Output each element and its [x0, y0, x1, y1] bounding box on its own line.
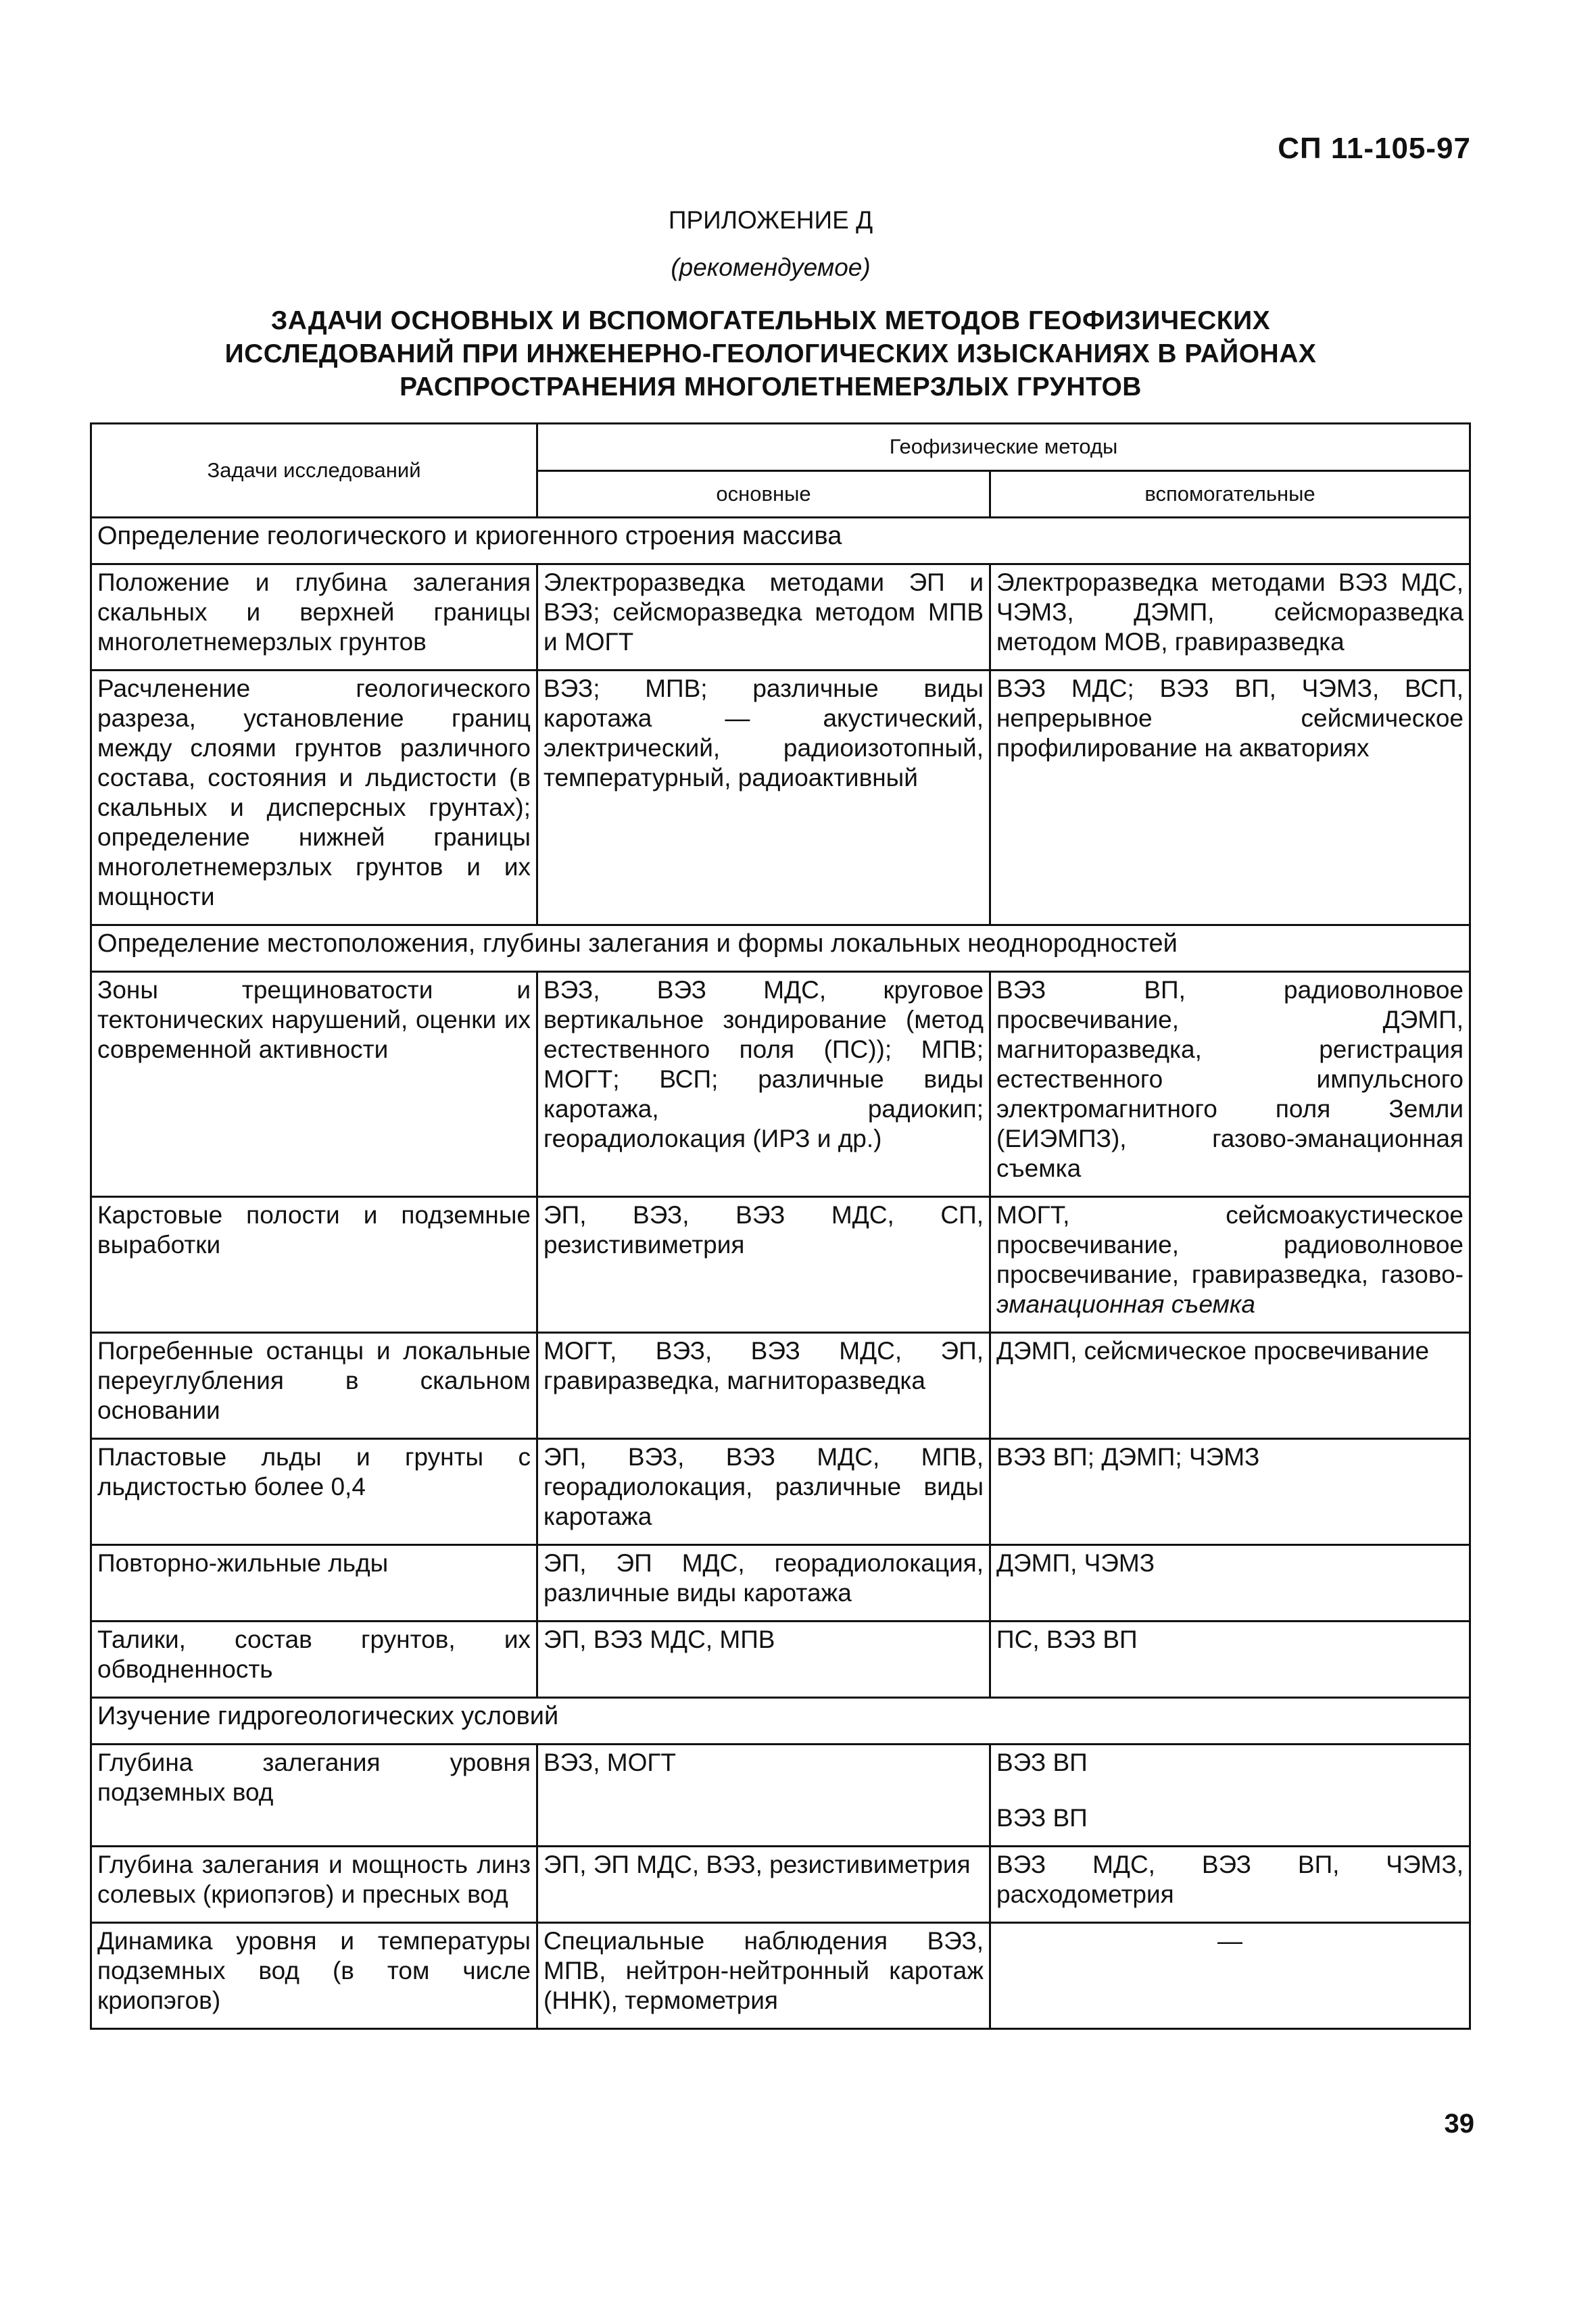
- main-methods-cell: ВЭЗ, ВЭЗ МДС, круговое вертикальное зондирование (метод естественного поля (ПС)); МПВ; МОГТ; ВСП; различные виды каротажа, радиокип; георадиолокация (ИРЗ и др.): [537, 972, 990, 1197]
- table-row: [91, 1847, 1470, 1923]
- main-methods-cell: ВЭЗ, МОГТ: [537, 1745, 990, 1847]
- section-title: Определение геологического и криогенного строения массива: [91, 518, 1470, 564]
- doc-code: СП 11-105-97: [1278, 132, 1471, 165]
- task-cell: Погребенные останцы и локальные переуглубления в скальном основании: [91, 1333, 537, 1439]
- section-header: [91, 1698, 1470, 1745]
- main-methods-cell: ЭП, ВЭЗ МДС, МПВ: [537, 1622, 990, 1698]
- table-row: [91, 1545, 1470, 1622]
- section-title: Определение местоположения, глубины залегания и формы локальных неоднородностей: [91, 925, 1470, 972]
- aux-methods-cell: [990, 1745, 1470, 1847]
- main-methods-cell: ВЭЗ; МПВ; различные виды каротажа — акустический, электрический, радиоизотопный, температурный, радиоактивный: [537, 671, 990, 925]
- task-cell: Глубина залегания и мощность линз солевых (криопэгов) и пресных вод: [91, 1847, 537, 1923]
- task-cell: Зоны трещиноватости и тектонических нарушений, оценки их современной активности: [91, 972, 537, 1197]
- aux-methods-cell: ДЭМП, сейсмическое просвечивание: [990, 1333, 1470, 1439]
- task-cell: Талики, состав грунтов, их обводненность: [91, 1622, 537, 1698]
- table-row: [91, 972, 1470, 1197]
- table-row: [91, 1333, 1470, 1439]
- task-cell: Пластовые льды и грунты с льдистостью более 0,4: [91, 1439, 537, 1545]
- header-main: основные: [537, 470, 990, 518]
- aux-methods-cell: ВЭЗ ВП, радиоволновое просвечивание, ДЭМП, магниторазведка, регистрация естественного импульсного электромагнитного поля Земли (ЕИЭМПЗ), газово-эманационная съемка: [990, 972, 1470, 1197]
- methods-table: [90, 422, 1471, 2030]
- main-methods-cell: Электроразведка методами ЭП и ВЭЗ; сейсморазведка методом МПВ и МОГТ: [537, 564, 990, 671]
- main-methods-cell: ЭП, ВЭЗ, ВЭЗ МДС, СП, резистивиметрия: [537, 1197, 990, 1333]
- aux-methods-italic-text: эманационная съемка: [996, 1290, 1255, 1318]
- aux-methods-text: МОГТ, сейсмоакустическое просвечивание, радиоволновое просвечивание, гравиразведка, газово-: [996, 1201, 1464, 1288]
- main-methods-cell: МОГТ, ВЭЗ, ВЭЗ МДС, ЭП, гравиразведка, магниторазведка: [537, 1333, 990, 1439]
- task-cell: Расчленение геологического разреза, установление границ между слоями грунтов различного состава, состояния и льдистости (в скальных и дисперсных грунтах); определение нижней границы многолетнемерзлых грунтов и их мощности: [91, 671, 537, 925]
- aux-methods-cell: ВЭЗ МДС, ВЭЗ ВП, ЧЭМЗ, расходометрия: [990, 1847, 1470, 1923]
- aux-methods-cell: —: [990, 1923, 1470, 2029]
- aux-methods-cell: ПС, ВЭЗ ВП: [990, 1622, 1470, 1698]
- main-methods-cell: Специальные наблюдения ВЭЗ, МПВ, нейтрон-нейтронный каротаж (ННК), термометрия: [537, 1923, 990, 2029]
- header-tasks: Задачи исследований: [91, 424, 537, 518]
- aux-methods-cell: ДЭМП, ЧЭМЗ: [990, 1545, 1470, 1622]
- main-methods-cell: ЭП, ЭП МДС, ВЭЗ, резистивиметрия: [537, 1847, 990, 1923]
- main-methods-cell: ЭП, ВЭЗ, ВЭЗ МДС, МПВ, георадиолокация, различные виды каротажа: [537, 1439, 990, 1545]
- table-row: [91, 1197, 1470, 1333]
- table-row: [91, 1439, 1470, 1545]
- task-cell: Карстовые полости и подземные выработки: [91, 1197, 537, 1333]
- aux-methods-cell: ВЭЗ ВП; ДЭМП; ЧЭМЗ: [990, 1439, 1470, 1545]
- table-row: [91, 671, 1470, 925]
- table-row: [91, 564, 1470, 671]
- aux-methods-text: ВЭЗ ВП: [996, 1749, 1088, 1776]
- section-title: Изучение гидрогеологических условий: [91, 1698, 1470, 1745]
- task-cell: Повторно-жильные льды: [91, 1545, 537, 1622]
- task-cell: Глубина залегания уровня подземных вод: [91, 1745, 537, 1847]
- table-row: [91, 1745, 1470, 1847]
- aux-methods-cell: Электроразведка методами ВЭЗ МДС, ЧЭМЗ, ДЭМП, сейсморазведка методом МОВ, гравиразведка: [990, 564, 1470, 671]
- table-row: [91, 1622, 1470, 1698]
- section-header: [91, 518, 1470, 564]
- aux-methods-text-2: ВЭЗ ВП: [996, 1804, 1088, 1832]
- table-row: [91, 1923, 1470, 2029]
- aux-methods-cell: [990, 1197, 1470, 1333]
- page-number: 39: [1444, 2109, 1474, 2139]
- document-title: ЗАДАЧИ ОСНОВНЫХ И ВСПОМОГАТЕЛЬНЫХ МЕТОДОВ ГЕОФИЗИЧЕСКИХ ИССЛЕДОВАНИЙ ПРИ ИНЖЕНЕРНО-ГЕОЛОГИЧЕСКИХ ИЗЫСКАНИЯХ В РАЙОНАХ РАСПРОСТРАНЕНИЯ МНОГОЛЕТНЕМЕРЗЛЫХ ГРУНТОВ: [224, 306, 1317, 401]
- task-cell: Положение и глубина залегания скальных и верхней границы многолетнемерзлых грунтов: [91, 564, 537, 671]
- appendix-status: (рекомендуемое): [671, 253, 871, 281]
- appendix-label: ПРИЛОЖЕНИЕ Д: [668, 206, 873, 234]
- task-cell: Динамика уровня и температуры подземных вод (в том числе криопэгов): [91, 1923, 537, 2029]
- aux-methods-cell: ВЭЗ МДС; ВЭЗ ВП, ЧЭМЗ, ВСП, непрерывное сейсмическое профилирование на акваториях: [990, 671, 1470, 925]
- section-header: [91, 925, 1470, 972]
- header-methods: Геофизические методы: [537, 424, 1470, 471]
- header-auxiliary: вспомогательные: [990, 470, 1470, 518]
- main-methods-cell: ЭП, ЭП МДС, георадиолокация, различные виды каротажа: [537, 1545, 990, 1622]
